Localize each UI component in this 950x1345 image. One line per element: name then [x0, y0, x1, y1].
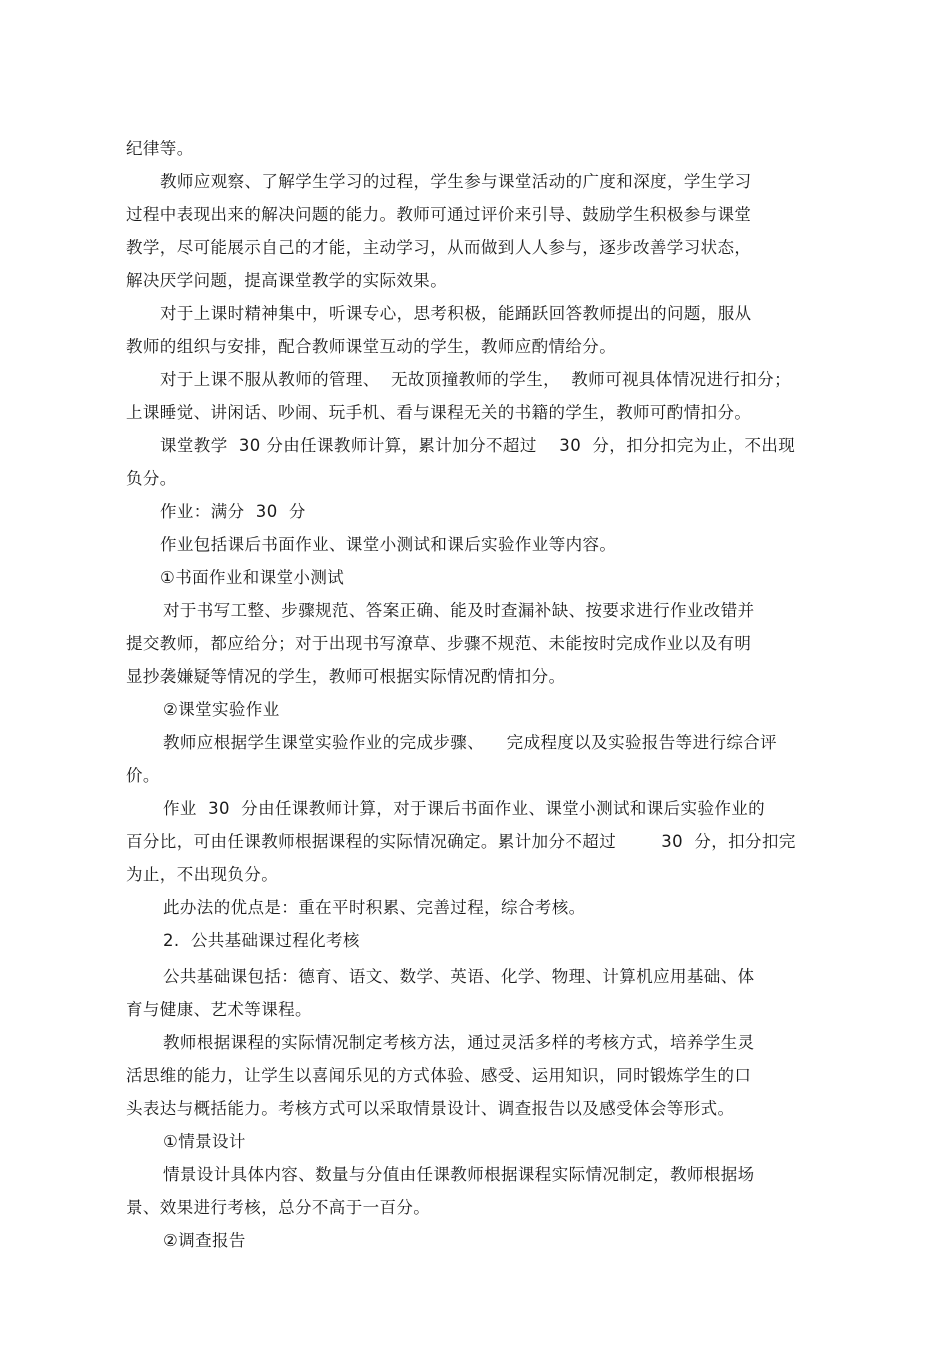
- text-line: ①情景设计: [163, 1132, 246, 1151]
- text-line: 解决厌学问题，提高课堂教学的实际效果。: [126, 271, 448, 290]
- text-line: 作业 30 分由任课教师计算，对于课后书面作业、课堂小测试和课后实验作业的: [163, 799, 766, 818]
- text-line: 教师根据课程的实际情况制定考核方法，通过灵活多样的考核方式，培养学生灵: [163, 1033, 755, 1052]
- section-heading: 2. 公共基础课过程化考核: [163, 931, 360, 950]
- text-line: 百分比，可由任课教师根据课程的实际情况确定。累计加分不超过 30 分，扣分扣完: [126, 832, 796, 851]
- text-line: 过程中表现出来的解决问题的能力。教师可通过评价来引导、鼓励学生积极参与课堂: [126, 205, 752, 224]
- text-line: ②调查报告: [163, 1231, 246, 1250]
- text-line: 头表达与概括能力。考核方式可以采取情景设计、调查报告以及感受体会等形式。: [126, 1099, 735, 1118]
- text-line: 教学，尽可能展示自己的才能，主动学习，从而做到人人参与，逐步改善学习状态，: [126, 238, 752, 257]
- text-line: 为止，不出现负分。: [126, 865, 279, 884]
- text-line: 育与健康、艺术等课程。: [126, 1000, 312, 1019]
- text-line: 作业包括课后书面作业、课堂小测试和课后实验作业等内容。: [160, 535, 617, 554]
- text-line: 景、效果进行考核，总分不高于一百分。: [126, 1198, 431, 1217]
- text-line: 此办法的优点是：重在平时积累、完善过程，综合考核。: [163, 898, 586, 917]
- text-line: 公共基础课包括：德育、语文、数学、英语、化学、物理、计算机应用基础、体: [163, 967, 755, 986]
- text-line: 教师应观察、了解学生学习的过程，学生参与课堂活动的广度和深度，学生学习: [160, 172, 752, 191]
- text-line: 上课睡觉、讲闲话、吵闹、玩手机、看与课程无关的书籍的学生，教师可酌情扣分。: [126, 403, 752, 422]
- text-line: 负分。: [126, 469, 177, 488]
- text-line: 价。: [126, 766, 160, 785]
- text-line: 显抄袭嫌疑等情况的学生，教师可根据实际情况酌情扣分。: [126, 667, 566, 686]
- text-line: 对于上课时精神集中，听课专心，思考积极，能踊跃回答教师提出的问题，服从: [160, 304, 752, 323]
- text-line: 教师应根据学生课堂实验作业的完成步骤、 完成程度以及实验报告等进行综合评: [163, 733, 778, 752]
- text-line: 纪律等。: [126, 139, 194, 158]
- text-line: 提交教师，都应给分；对于出现书写潦草、步骤不规范、未能按时完成作业以及有明: [126, 634, 752, 653]
- text-line: ①书面作业和课堂小测试: [160, 568, 345, 587]
- text-line: 活思维的能力，让学生以喜闻乐见的方式体验、感受、运用知识，同时锻炼学生的口: [126, 1066, 752, 1085]
- text-line: 情景设计具体内容、数量与分值由任课教师根据课程实际情况制定，教师根据场: [163, 1165, 755, 1184]
- text-line: 教师的组织与安排，配合教师课堂互动的学生，教师应酌情给分。: [126, 337, 617, 356]
- text-line: ②课堂实验作业: [163, 700, 280, 719]
- text-line: 作业：满分 30 分: [160, 502, 306, 521]
- text-line: 课堂教学 30 分由任课教师计算，累计加分不超过 30 分，扣分扣完为止，不出现: [160, 436, 796, 455]
- text-line: 对于上课不服从教师的管理、 无故顶撞教师的学生， 教师可视具体情况进行扣分；: [160, 370, 791, 389]
- text-line: 对于书写工整、步骤规范、答案正确、能及时查漏补缺、按要求进行作业改错并: [163, 601, 755, 620]
